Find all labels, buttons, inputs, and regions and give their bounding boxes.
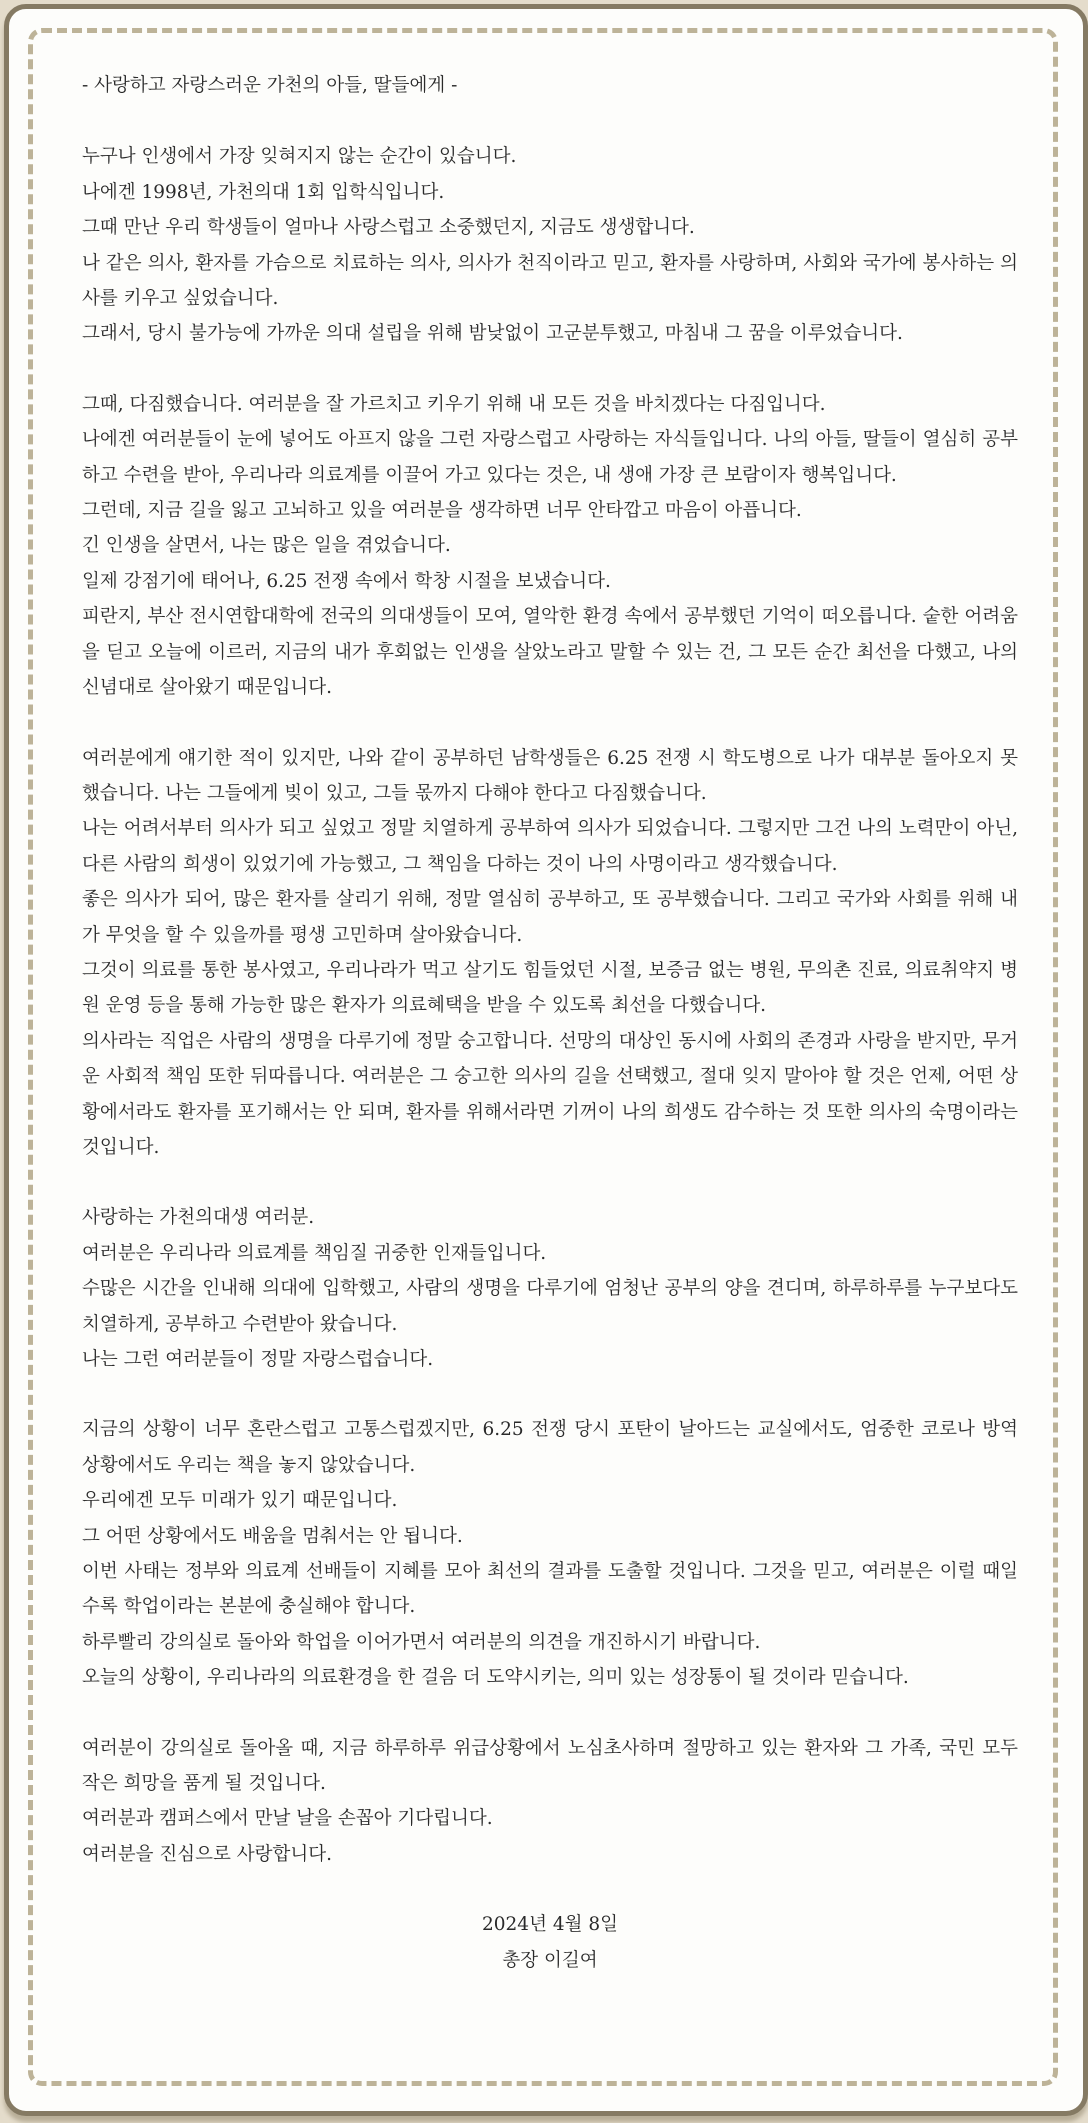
sentence: 좋은 의사가 되어, 많은 환자를 살리기 위해, 정말 열심히 공부하고, 또 공부했습니다. 그리고 국가와 사회를 위해 내가 무엇을 할 수 있을까를 평생 고민하며 살아왔습니다. — [82, 889, 1018, 946]
paragraph — [82, 741, 1018, 1166]
sentence: 여러분이 강의실로 돌아올 때, 지금 하루하루 위급상황에서 노심초사하며 절망하고 있는 환자와 그 가족, 국민 모두 작은 희망을 품게 될 것입니다. — [82, 1737, 1018, 1795]
paragraph — [82, 139, 1018, 351]
signature-name: 총장 이길여 — [502, 1949, 598, 1971]
sentence: 나는 그런 여러분들이 정말 자랑스럽습니다. — [82, 1349, 434, 1370]
paragraph — [82, 1412, 1018, 1695]
paragraphs — [82, 139, 1018, 1872]
sentence: 나에겐 1998년, 가천의대 1회 입학식입니다. — [82, 181, 445, 203]
sentence: 수많은 시간을 인내해 의대에 입학했고, 사람의 생명을 다루기에 엄청난 공부의 양을 견디며, 하루하루를 누구보다도 치열하게, 공부하고 수련받아 왔습니다. — [82, 1278, 1018, 1335]
sentence: 그런데, 지금 길을 잃고 고뇌하고 있을 여러분을 생각하면 너무 안타깝고 마음이 아픕니다. — [82, 500, 802, 522]
sentence: 여러분을 진심으로 사랑합니다. — [82, 1843, 332, 1865]
sentence: 이번 사태는 정부와 의료계 선배들이 지혜를 모아 최선의 결과를 도출할 것입니다. 그것을 믿고, 여러분은 이럴 때일수록 학업이라는 본분에 충실해야 합니다. — [82, 1561, 1018, 1618]
paragraph — [82, 1731, 1018, 1873]
sentence: 그때 만난 우리 학생들이 얼마나 사랑스럽고 소중했던지, 지금도 생생합니다. — [82, 217, 695, 239]
sentence: 누구나 인생에서 가장 잊혀지지 않는 순간이 있습니다. — [82, 146, 517, 168]
sentence: 그것이 의료를 통한 봉사였고, 우리나라가 먹고 살기도 힘들었던 시절, 보증금 없는 병원, 무의촌 진료, 의료취약지 병원 운영 등을 통해 가능한 많은 환자가 의료혜택을 받을 수 있도록 최선을 다했습니다. — [82, 959, 1018, 1017]
signature-date: 2024년 4월 8일 — [482, 1914, 618, 1936]
sentence: 나 같은 의사, 환자를 가슴으로 치료하는 의사, 의사가 천직이라고 믿고, 환자를 사랑하며, 사회와 국가에 봉사하는 의사를 키우고 싶었습니다. — [82, 252, 1018, 310]
sentence: 여러분에게 얘기한 적이 있지만, 나와 같이 공부하던 남학생들은 6.25 전쟁 시 학도병으로 나가 대부분 돌아오지 못했습니다. 나는 그들에게 빚이 있고, 그들 몫까지 다해야 한다고 다짐했습니다. — [82, 747, 1018, 804]
sentence: 피란지, 부산 전시연합대학에 전국의 의대생들이 모여, 열악한 환경 속에서 공부했던 기억이 떠오릅니다. 숱한 어려움을 딛고 오늘에 이르러, 지금의 내가 후회없는 인생을 살았노라고 말할 수 있는 건, 그 모든 순간 최선을 다했고, 나의 신념대로 살아왔기 때문입니다. — [82, 606, 1018, 699]
sentence: 일제 강점기에 태어나, 6.25 전쟁 속에서 학창 시절을 보냈습니다. — [82, 570, 611, 592]
sentence: 지금의 상황이 너무 혼란스럽고 고통스럽겠지만, 6.25 전쟁 당시 포탄이 날아드는 교실에서도, 엄중한 코로나 방역 상황에서도 우리는 책을 놓지 않았습니다. — [82, 1419, 1018, 1476]
paragraph — [82, 1200, 1018, 1377]
sentence: 의사라는 직업은 사람의 생명을 다루기에 정말 숭고합니다. 선망의 대상인 동시에 사회의 존경과 사랑을 받지만, 무거운 사회적 책임 또한 뒤따릅니다. 여러분은 그 숭고한 의사의 길을 선택했고, 절대 잊지 말아야 할 것은 언제, 어떤 상황에서라도 환자를 포기해서는 안 되며, 환자를 위해서라면 기꺼이 나의 희생도 감수하는 것 또한 의사의 숙명이라는 것입니다. — [82, 1030, 1018, 1158]
sentence: 그 어떤 상황에서도 배움을 멈춰서는 안 됩니다. — [82, 1525, 463, 1547]
signature — [82, 1907, 1018, 1978]
letter-heading: - 사랑하고 자랑스러운 가천의 아들, 딸들에게 - — [82, 75, 458, 96]
sentence: 여러분과 캠퍼스에서 만날 날을 손꼽아 기다립니다. — [82, 1808, 493, 1830]
sentence: 나는 어려서부터 의사가 되고 싶었고 정말 치열하게 공부하여 의사가 되었습니다. 그렇지만 그건 나의 노력만이 아닌, 다른 사람의 희생이 있었기에 가능했고, 그 책임을 다하는 것이 나의 사명이라고 생각했습니다. — [82, 818, 1018, 875]
sentence: 나에겐 여러분들이 눈에 넣어도 아프지 않을 그런 자랑스럽고 사랑하는 자식들입니다. 나의 아들, 딸들이 열심히 공부하고 수련을 받아, 우리나라 의료계를 이끌어 가고 있다는 것은, 내 생애 가장 큰 보람이자 행복입니다. — [82, 429, 1018, 486]
sentence: 긴 인생을 살면서, 나는 많은 일을 겪었습니다. — [82, 535, 451, 557]
sentence: 오늘의 상황이, 우리나라의 의료환경을 한 걸음 더 도약시키는, 의미 있는 성장통이 될 것이라 믿습니다. — [82, 1667, 909, 1689]
sentence: 하루빨리 강의실로 돌아와 학업을 이어가면서 여러분의 의견을 개진하시기 바랍니다. — [82, 1631, 761, 1653]
sentence: 사랑하는 가천의대생 여러분. — [82, 1207, 315, 1229]
paragraph — [82, 387, 1018, 706]
sentence: 여러분은 우리나라 의료계를 책임질 귀중한 인재들입니다. — [82, 1242, 547, 1264]
letter-body — [82, 68, 1018, 1978]
sentence: 그때, 다짐했습니다. 여러분을 잘 가르치고 키우기 위해 내 모든 것을 바치겠다는 다짐입니다. — [82, 393, 826, 415]
sentence: 그래서, 당시 불가능에 가까운 의대 설립을 위해 밤낮없이 고군분투했고, 마침내 그 꿈을 이루었습니다. — [82, 323, 903, 345]
sentence: 우리에겐 모두 미래가 있기 때문입니다. — [82, 1490, 398, 1512]
